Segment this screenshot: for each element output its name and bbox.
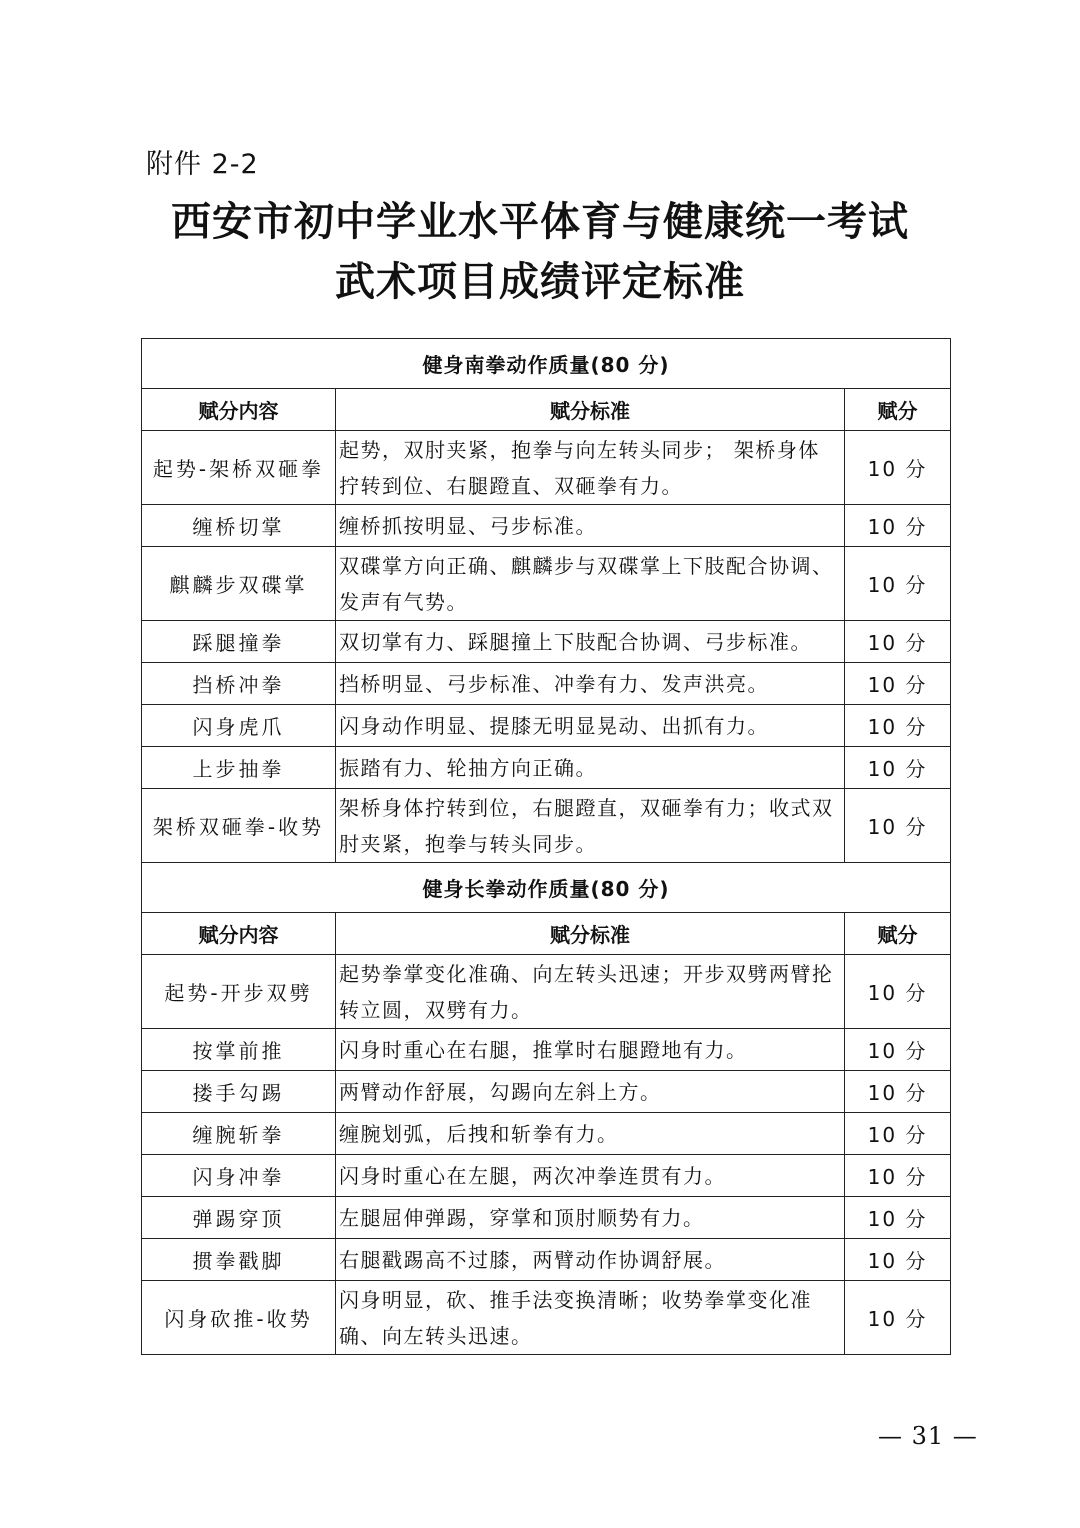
table-row (142, 789, 951, 863)
table-row (142, 1113, 951, 1155)
scoring-item: 闪身虎爪 (142, 705, 336, 747)
table-row (142, 547, 951, 621)
scoring-item: 掼拳戳脚 (142, 1239, 336, 1281)
column-header-item: 赋分内容 (142, 913, 336, 955)
section-header-row (142, 863, 951, 913)
table-row (142, 1155, 951, 1197)
scoring-criteria: 闪身动作明显、提膝无明显晃动、出抓有力。 (336, 705, 845, 747)
scoring-criteria: 右腿戳踢高不过膝，两臂动作协调舒展。 (336, 1239, 845, 1281)
column-header-item: 赋分内容 (142, 389, 336, 431)
scoring-criteria: 挡桥明显、弓步标准、冲拳有力、发声洪亮。 (336, 663, 845, 705)
score-value: 10 分 (845, 1197, 951, 1239)
scoring-item: 挡桥冲拳 (142, 663, 336, 705)
scoring-criteria: 闪身时重心在右腿，推掌时右腿蹬地有力。 (336, 1029, 845, 1071)
score-value: 10 分 (845, 1113, 951, 1155)
score-value: 10 分 (845, 1281, 951, 1355)
scoring-criteria: 起势拳掌变化准确、向左转头迅速；开步双劈两臂抡转立圆，双劈有力。 (336, 955, 845, 1029)
table-row (142, 1239, 951, 1281)
scoring-item: 闪身冲拳 (142, 1155, 336, 1197)
scoring-item: 按掌前推 (142, 1029, 336, 1071)
score-value: 10 分 (845, 1029, 951, 1071)
score-value: 10 分 (845, 431, 951, 505)
scoring-criteria: 闪身明显，砍、推手法变换清晰；收势拳掌变化准确、向左转头迅速。 (336, 1281, 845, 1355)
score-value: 10 分 (845, 1155, 951, 1197)
table-row (142, 1197, 951, 1239)
score-value: 10 分 (845, 505, 951, 547)
table-row (142, 1029, 951, 1071)
scoring-item: 起势-开步双劈 (142, 955, 336, 1029)
score-value: 10 分 (845, 705, 951, 747)
table-row (142, 663, 951, 705)
scoring-criteria: 双切掌有力、踩腿撞上下肢配合协调、弓步标准。 (336, 621, 845, 663)
page-number: — 31 — (878, 1422, 978, 1450)
table-row (142, 1071, 951, 1113)
table-body (142, 339, 951, 1355)
score-value: 10 分 (845, 789, 951, 863)
scoring-criteria: 缠桥抓按明显、弓步标准。 (336, 505, 845, 547)
scoring-item: 起势-架桥双砸拳 (142, 431, 336, 505)
document-title-line-1: 西安市初中学业水平体育与健康统一考试 (171, 198, 909, 245)
scoring-criteria: 振踏有力、轮抽方向正确。 (336, 747, 845, 789)
table-row (142, 505, 951, 547)
column-header-score: 赋分 (845, 389, 951, 431)
scoring-criteria: 缠腕划弧，后拽和斩拳有力。 (336, 1113, 845, 1155)
column-header-row (142, 913, 951, 955)
scoring-item: 弹踢穿顶 (142, 1197, 336, 1239)
document-title-line-2: 武术项目成绩评定标准 (335, 258, 745, 305)
scoring-item: 踩腿撞拳 (142, 621, 336, 663)
score-value: 10 分 (845, 621, 951, 663)
scoring-item: 麒麟步双碟掌 (142, 547, 336, 621)
scoring-item: 上步抽拳 (142, 747, 336, 789)
attachment-label: 附件 2-2 (146, 149, 259, 180)
table-row (142, 955, 951, 1029)
table-row (142, 621, 951, 663)
scoring-criteria: 架桥身体拧转到位，右腿蹬直，双砸拳有力；收式双肘夹紧，抱拳与转头同步。 (336, 789, 845, 863)
section-title: 健身南拳动作质量(80 分) (142, 339, 951, 389)
scoring-standard-table (141, 338, 951, 1355)
table-row (142, 1281, 951, 1355)
table-row (142, 705, 951, 747)
scoring-criteria: 闪身时重心在左腿，两次冲拳连贯有力。 (336, 1155, 845, 1197)
scoring-criteria: 两臂动作舒展，勾踢向左斜上方。 (336, 1071, 845, 1113)
score-value: 10 分 (845, 747, 951, 789)
scoring-item: 架桥双砸拳-收势 (142, 789, 336, 863)
section-title: 健身长拳动作质量(80 分) (142, 863, 951, 913)
score-value: 10 分 (845, 547, 951, 621)
table-row (142, 431, 951, 505)
scoring-item: 缠桥切掌 (142, 505, 336, 547)
column-header-criteria: 赋分标准 (336, 389, 845, 431)
column-header-row (142, 389, 951, 431)
score-value: 10 分 (845, 1239, 951, 1281)
column-header-criteria: 赋分标准 (336, 913, 845, 955)
column-header-score: 赋分 (845, 913, 951, 955)
score-value: 10 分 (845, 1071, 951, 1113)
section-header-row (142, 339, 951, 389)
scoring-item: 缠腕斩拳 (142, 1113, 336, 1155)
scoring-criteria: 起势，双肘夹紧，抱拳与向左转头同步； 架桥身体拧转到位、右腿蹬直、双砸拳有力。 (336, 431, 845, 505)
scoring-criteria: 双碟掌方向正确、麒麟步与双碟掌上下肢配合协调、发声有气势。 (336, 547, 845, 621)
table-row (142, 747, 951, 789)
score-value: 10 分 (845, 955, 951, 1029)
scoring-criteria: 左腿屈伸弹踢，穿掌和顶肘顺势有力。 (336, 1197, 845, 1239)
scoring-item: 搂手勾踢 (142, 1071, 336, 1113)
score-value: 10 分 (845, 663, 951, 705)
scoring-item: 闪身砍推-收势 (142, 1281, 336, 1355)
